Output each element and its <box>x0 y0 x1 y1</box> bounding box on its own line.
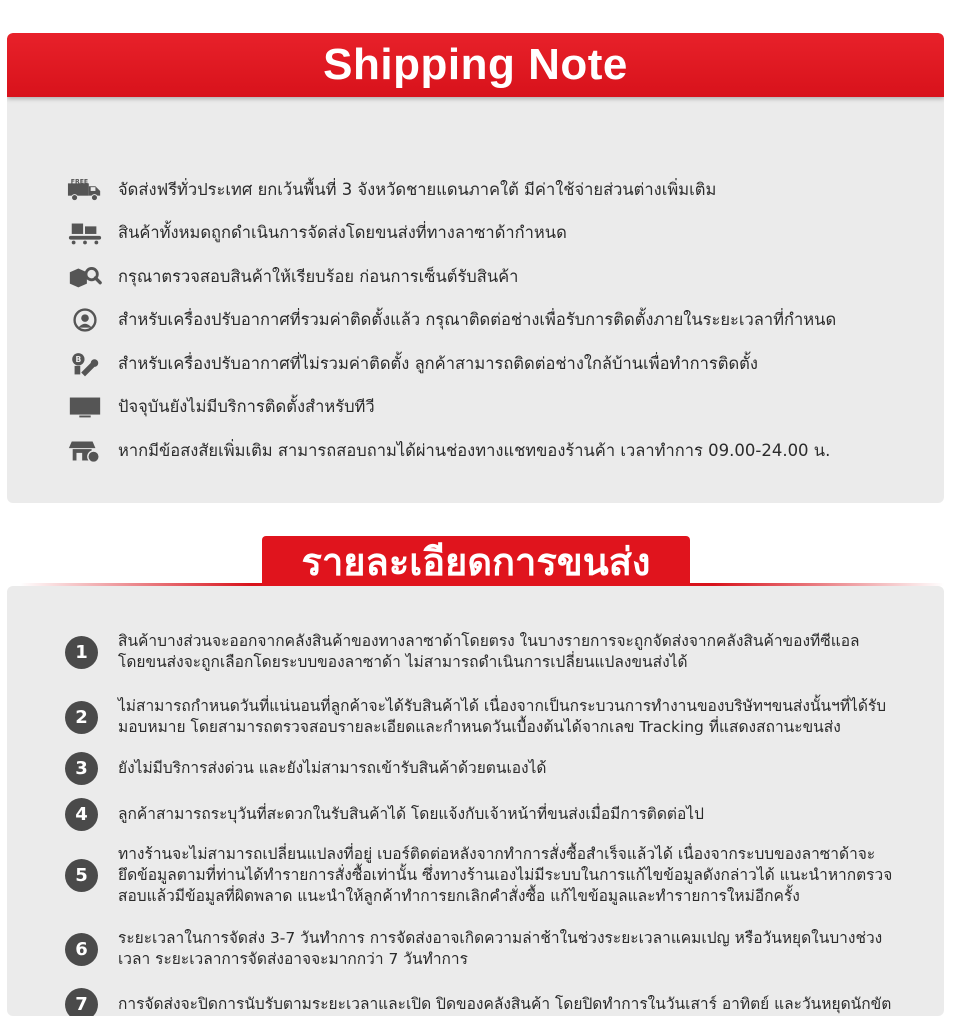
detail-text <box>118 804 908 825</box>
detail-item <box>65 631 908 673</box>
note-item <box>67 429 944 473</box>
note-item <box>67 299 944 343</box>
detail-line: โดยขนส่งจะถูกเลือกโดยระบบของลาซาด้า ไม่สามารถดำเนินการเปลี่ยนแปลงขนส่งได้ <box>118 653 688 671</box>
note-text: กรุณาตรวจสอบสินค้าให้เรียบร้อย ก่อนการเซ็นต์รับสินค้า <box>118 266 519 286</box>
step-number-badge: 3 <box>65 752 98 785</box>
detail-item <box>65 752 908 785</box>
note-item <box>67 386 944 430</box>
detail-line: ทางร้านจะไม่สามารถเปลี่ยนแปลงที่อยู่ เบอร์ติดต่อหลังจากทำการสั่งซื้อสำเร็จแล้วได้ เนื่องจากระบบของลาซาด้าจะ <box>118 845 876 863</box>
delivery-details-title-box <box>262 536 690 586</box>
detail-line: ยึดข้อมูลตามที่ท่านได้ทำรายการสั่งซื้อเท่านั้น ซึ่งทางร้านเองไม่มีระบบในการแก้ไขข้อมูลดังกล่าวได้ แนะนำหากตรวจ <box>118 866 893 884</box>
detail-line: มอบหมาย โดยสามารถตรวจสอบรายละเอียดและกำหนดวันเบื้องต้นได้จากเลข Tracking ที่แสดงสถานะขนส่ง <box>118 718 841 736</box>
shipping-note-title: Shipping Note <box>323 40 628 89</box>
note-text: ปัจจุบันยังไม่มีบริการติดตั้งสำหรับทีวี <box>118 397 375 417</box>
detail-line: สอบแล้วมีข้อมูลที่ผิดพลาด แนะนำให้ลูกค้าทำการยกเลิกคำสั่งซื้อ แก้ไขข้อมูลและทำรายการใหม่อีกครั้ง <box>118 887 800 905</box>
svg-text:B: B <box>75 354 82 364</box>
step-number-badge: 5 <box>65 859 98 892</box>
tv-icon <box>67 394 103 420</box>
svg-text:FREE: FREE <box>70 178 89 186</box>
note-text: สำหรับเครื่องปรับอากาศที่รวมค่าติดตั้งแล้ว กรุณาติดต่อช่างเพื่อรับการติดตั้งภายในระยะเวลาที่กำหนด <box>118 310 837 330</box>
step-number-badge: 2 <box>65 701 98 734</box>
technician-icon <box>67 307 103 333</box>
delivery-details-header <box>0 536 960 586</box>
detail-item <box>65 696 908 738</box>
detail-line: ไม่สามารถกำหนดวันที่แน่นอนที่ลูกค้าจะได้รับสินค้าได้ เนื่องจากเป็นกระบวนการทำงานของบริษัทฯขนส่งนั้นฯที่ได้รับ <box>118 697 887 715</box>
detail-text <box>118 631 908 673</box>
coin-wrench-icon <box>67 351 103 377</box>
detail-line: เวลา ระยะเวลาการจัดส่งอาจจะมากกว่า 7 วันทำการ <box>118 950 468 968</box>
shipping-note-list <box>67 168 944 473</box>
detail-line: ยังไม่มีบริการส่งด่วน และยังไม่สามารถเข้ารับสินค้าด้วยตนเองได้ <box>118 759 547 777</box>
note-text: สินค้าทั้งหมดถูกดำเนินการจัดส่งโดยขนส่งที่ทางลาซาด้ากำหนด <box>118 223 567 243</box>
detail-text <box>118 844 908 907</box>
detail-item <box>65 798 908 831</box>
detail-item <box>65 988 908 1016</box>
step-number-badge: 6 <box>65 933 98 966</box>
detail-line: ลูกค้าสามารถระบุวันที่สะดวกในรับสินค้าได้ โดยแจ้งกับเจ้าหน้าที่ขนส่งเมื่อมีการติดต่อไป <box>118 805 704 823</box>
note-text: หากมีข้อสงสัยเพิ่มเติม สามารถสอบถามได้ผ่านช่องทางแชทของร้านค้า เวลาทำการ 09.00-24.00 น. <box>118 440 831 460</box>
detail-text <box>118 696 908 738</box>
store-chat-icon <box>67 438 103 464</box>
step-number-badge: 7 <box>65 988 98 1016</box>
detail-line: ระยะเวลาในการจัดส่ง 3-7 วันทำการ การจัดส่งอาจเกิดความล่าช้าในช่วงระยะเวลาแคมเปญ หรือวันหยุดในบางช่วง <box>118 929 883 947</box>
detail-text <box>118 758 908 779</box>
delivery-details-panel <box>7 586 944 1016</box>
note-text: จัดส่งฟรีทั่วประเทศ ยกเว้นพื้นที่ 3 จังหวัดชายแดนภาคใต้ มีค่าใช้จ่ายส่วนต่างเพิ่มเติม <box>118 179 717 199</box>
free-shipping-truck-icon <box>67 177 103 203</box>
note-item <box>67 168 944 212</box>
note-item <box>67 255 944 299</box>
delivery-details-title: รายละเอียดการขนส่ง <box>301 539 651 584</box>
step-number-badge: 4 <box>65 798 98 831</box>
shipping-note-banner <box>7 33 944 97</box>
detail-text <box>118 928 908 970</box>
detail-line: สินค้าบางส่วนจะออกจากคลังสินค้าของทางลาซาด้าโดยตรง ในบางรายการจะถูกจัดส่งจากคลังสินค้าของทีซีแอล <box>118 632 860 650</box>
shipping-note-panel <box>7 33 944 503</box>
detail-text <box>118 994 908 1015</box>
note-item <box>67 212 944 256</box>
note-item <box>67 342 944 386</box>
step-number-badge: 1 <box>65 636 98 669</box>
box-inspect-icon <box>67 264 103 290</box>
note-text: สำหรับเครื่องปรับอากาศที่ไม่รวมค่าติดตั้ง ลูกค้าสามารถติดต่อช่างใกล้บ้านเพื่อทำการติดตั้ง <box>118 353 758 373</box>
detail-line: การจัดส่งจะปิดการนับรับตามระยะเวลาและเปิด ปิดของคลังสินค้า โดยปิดทำการในวันเสาร์ อาทิตย์ และวันหยุดนักขัต <box>118 995 892 1013</box>
conveyor-boxes-icon <box>67 220 103 246</box>
detail-item <box>65 928 908 970</box>
detail-item <box>65 844 908 907</box>
